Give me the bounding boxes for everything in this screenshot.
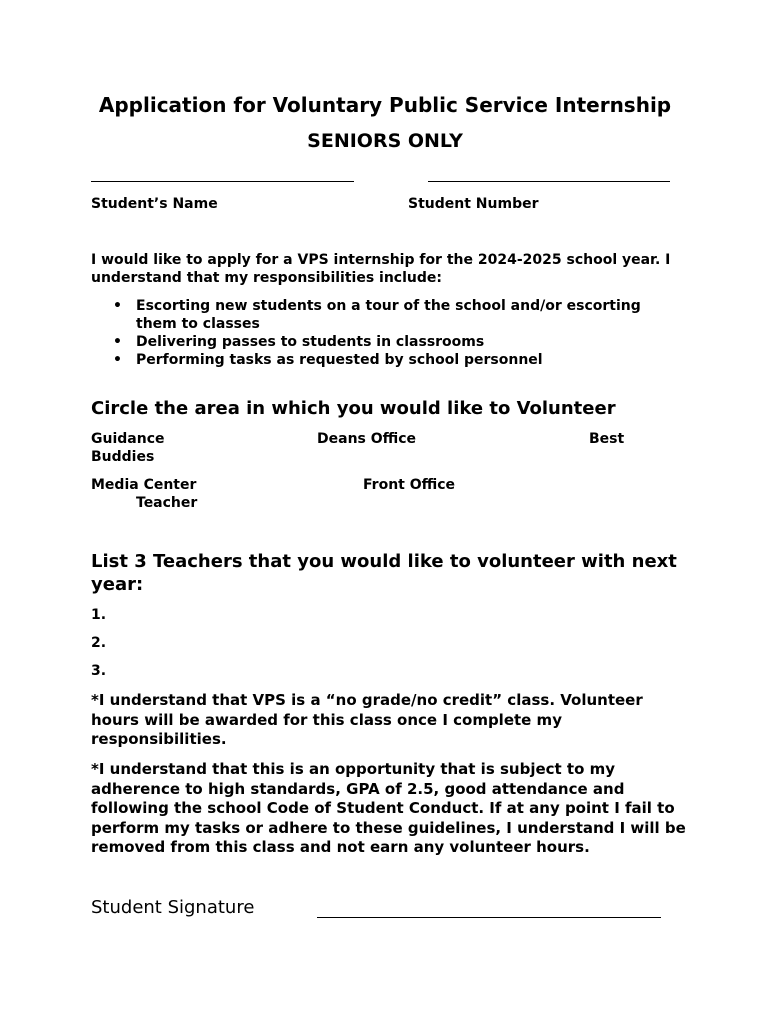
page-subtitle: SENIORS ONLY — [307, 130, 463, 152]
signature-line[interactable] — [317, 917, 661, 918]
area-media-center[interactable]: Media Center — [91, 477, 197, 493]
area-best[interactable]: Best — [589, 431, 625, 447]
note-no-credit: *I understand that VPS is a “no grade/no credit” class. Volunteer hours will be awarded for this class once I complete my responsibilities. — [91, 691, 643, 748]
teacher-item-2: 2. — [91, 635, 107, 651]
page-title: Application for Voluntary Public Service Internship — [98, 93, 672, 117]
intro-text: I would like to apply for a VPS internship for the 2024-2025 school year. I understand that my responsibilities include: — [91, 252, 671, 286]
list-item — [91, 351, 671, 369]
responsibility-text: Escorting new students on a tour of the school and/or escorting them to classes — [136, 298, 641, 332]
bullet-icon: • — [113, 334, 122, 350]
responsibilities-list — [91, 297, 671, 369]
student-number-label: Student Number — [408, 196, 539, 212]
signature-label: Student Signature — [91, 897, 255, 918]
area-guidance[interactable]: Guidance — [91, 431, 165, 447]
bullet-icon: • — [113, 352, 122, 368]
area-teacher[interactable]: Teacher — [136, 495, 198, 511]
student-number-line[interactable] — [428, 181, 670, 182]
area-buddies[interactable]: Buddies — [91, 449, 155, 465]
responsibility-text: Delivering passes to students in classrooms — [136, 334, 485, 350]
responsibility-text: Performing tasks as requested by school personnel — [136, 352, 543, 368]
list-item — [91, 333, 671, 351]
teacher-item-1: 1. — [91, 607, 107, 623]
note-standards: *I understand that this is an opportunity that is subject to my adherence to high standards, GPA of 2.5, good attendance and following the school Code of Student Conduct. If at any point I fail to perform my tasks or adhere to these guidelines, I understand I will be removed from this class and not earn any volunteer hours. — [91, 760, 686, 856]
student-name-line[interactable] — [91, 181, 354, 182]
teachers-heading: List 3 Teachers that you would like to volunteer with next year: — [91, 551, 677, 595]
area-front-office[interactable]: Front Office — [363, 477, 456, 493]
student-name-label: Student’s Name — [91, 196, 218, 212]
list-item — [91, 297, 671, 333]
bullet-icon: • — [113, 298, 122, 314]
teacher-item-3: 3. — [91, 663, 107, 679]
area-deans-office[interactable]: Deans Office — [317, 431, 417, 447]
areas-heading: Circle the area in which you would like to Volunteer — [91, 398, 616, 419]
